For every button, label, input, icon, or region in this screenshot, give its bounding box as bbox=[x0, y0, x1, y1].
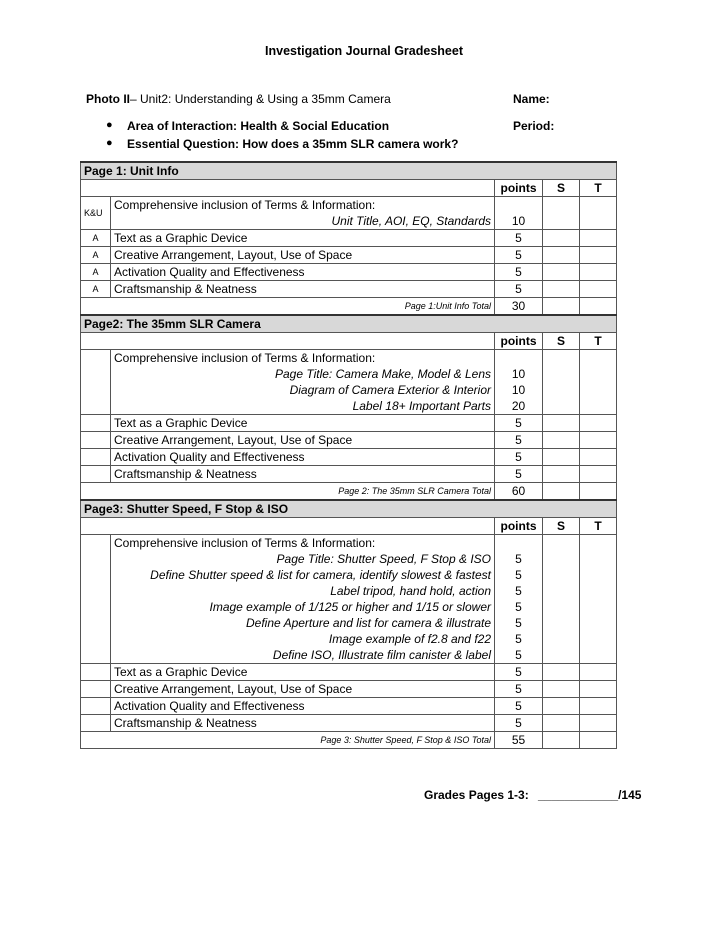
points-value: 5 bbox=[495, 230, 543, 247]
criterion-label: Activation Quality and Effectiveness bbox=[111, 264, 495, 281]
s-score-cell[interactable] bbox=[543, 366, 580, 382]
s-score-cell[interactable] bbox=[543, 247, 580, 264]
s-score-cell[interactable] bbox=[543, 449, 580, 466]
s-score-cell[interactable] bbox=[543, 382, 580, 398]
t-score-cell[interactable] bbox=[580, 466, 617, 483]
points-value: 5 bbox=[495, 631, 543, 647]
criterion-label: Comprehensive inclusion of Terms & Information: bbox=[111, 350, 495, 367]
criterion-detail: Page Title: Shutter Speed, F Stop & ISO bbox=[111, 551, 495, 567]
points-value: 5 bbox=[495, 715, 543, 732]
section-title-page2: Page2: The 35mm SLR Camera bbox=[81, 315, 617, 333]
points-value: 5 bbox=[495, 698, 543, 715]
s-score-cell[interactable] bbox=[543, 230, 580, 247]
t-score-cell[interactable] bbox=[580, 715, 617, 732]
t-score-cell[interactable] bbox=[580, 366, 617, 382]
standard-code: A bbox=[81, 247, 111, 264]
t-score-cell[interactable] bbox=[580, 631, 617, 647]
s-score-cell[interactable] bbox=[543, 264, 580, 281]
aoi-text: Area of Interaction: Health & Social Education bbox=[127, 119, 390, 133]
criterion-detail: Page Title: Camera Make, Model & Lens bbox=[111, 366, 495, 382]
points-value: 5 bbox=[495, 415, 543, 432]
t-header: T bbox=[580, 333, 617, 350]
s-score-cell[interactable] bbox=[543, 583, 580, 599]
s-total-cell[interactable] bbox=[543, 483, 580, 501]
points-value: 5 bbox=[495, 432, 543, 449]
points-header: points bbox=[495, 180, 543, 197]
grades-label: Grades Pages 1-3: bbox=[424, 788, 529, 802]
s-score-cell[interactable] bbox=[543, 681, 580, 698]
points-header: points bbox=[495, 518, 543, 535]
t-score-cell[interactable] bbox=[580, 247, 617, 264]
t-header: T bbox=[580, 518, 617, 535]
points-value: 5 bbox=[495, 647, 543, 664]
section-total-points: 55 bbox=[495, 732, 543, 749]
points-value: 5 bbox=[495, 583, 543, 599]
s-score-cell[interactable] bbox=[543, 715, 580, 732]
t-score-cell[interactable] bbox=[580, 681, 617, 698]
section-total-label: Page 3: Shutter Speed, F Stop & ISO Total bbox=[81, 732, 495, 749]
points-value: 10 bbox=[495, 366, 543, 382]
t-score-cell[interactable] bbox=[580, 599, 617, 615]
s-score-cell[interactable] bbox=[543, 631, 580, 647]
s-score-cell[interactable] bbox=[543, 398, 580, 415]
t-score-cell[interactable] bbox=[580, 264, 617, 281]
t-total-cell[interactable] bbox=[580, 732, 617, 749]
standard-code: A bbox=[81, 281, 111, 298]
course-name: Photo II bbox=[86, 92, 130, 106]
points-value: 5 bbox=[495, 615, 543, 631]
criterion-label: Craftsmanship & Neatness bbox=[111, 715, 495, 732]
points-value: 5 bbox=[495, 599, 543, 615]
t-header: T bbox=[580, 180, 617, 197]
s-total-cell[interactable] bbox=[543, 732, 580, 749]
criterion-detail: Define ISO, Illustrate film canister & label bbox=[111, 647, 495, 664]
t-score-cell[interactable] bbox=[580, 213, 617, 230]
s-score-cell[interactable] bbox=[543, 599, 580, 615]
criterion-detail: Define Aperture and list for camera & illustrate bbox=[111, 615, 495, 631]
eq-text: Essential Question: How does a 35mm SLR camera work? bbox=[127, 137, 459, 151]
criterion-label: Text as a Graphic Device bbox=[111, 664, 495, 681]
points-value: 5 bbox=[495, 449, 543, 466]
criterion-label: Craftsmanship & Neatness bbox=[111, 466, 495, 483]
t-total-cell[interactable] bbox=[580, 298, 617, 316]
criterion-detail: Image example of f2.8 and f22 bbox=[111, 631, 495, 647]
points-value: 10 bbox=[495, 213, 543, 230]
section-total-label: Page 2: The 35mm SLR Camera Total bbox=[81, 483, 495, 501]
criterion-detail: Label tripod, hand hold, action bbox=[111, 583, 495, 599]
points-header: points bbox=[495, 333, 543, 350]
t-score-cell[interactable] bbox=[580, 398, 617, 415]
criterion-detail: Diagram of Camera Exterior & Interior bbox=[111, 382, 495, 398]
s-score-cell[interactable] bbox=[543, 551, 580, 567]
course-unit: – Unit2: Understanding & Using a 35mm Camera bbox=[130, 92, 391, 106]
s-header: S bbox=[543, 333, 580, 350]
criterion-detail: Define Shutter speed & list for camera, identify slowest & fastest bbox=[111, 567, 495, 583]
section-total-points: 60 bbox=[495, 483, 543, 501]
section-title-page1: Page 1: Unit Info bbox=[81, 162, 617, 180]
s-score-cell[interactable] bbox=[543, 466, 580, 483]
bullet-icon: ● bbox=[106, 119, 113, 131]
points-value: 5 bbox=[495, 466, 543, 483]
t-total-cell[interactable] bbox=[580, 483, 617, 501]
points-value: 5 bbox=[495, 264, 543, 281]
s-score-cell[interactable] bbox=[543, 615, 580, 631]
standard-code: K&U bbox=[81, 197, 111, 230]
t-score-cell[interactable] bbox=[580, 230, 617, 247]
s-score-cell[interactable] bbox=[543, 415, 580, 432]
t-score-cell[interactable] bbox=[580, 567, 617, 583]
t-score-cell[interactable] bbox=[580, 583, 617, 599]
t-score-cell[interactable] bbox=[580, 432, 617, 449]
s-score-cell[interactable] bbox=[543, 281, 580, 298]
page-title: Investigation Journal Gradesheet bbox=[265, 44, 463, 58]
bullet-icon: ● bbox=[106, 137, 113, 149]
section-title-page3: Page3: Shutter Speed, F Stop & ISO bbox=[81, 500, 617, 518]
criterion-label: Craftsmanship & Neatness bbox=[111, 281, 495, 298]
name-label: Name: bbox=[513, 92, 550, 106]
t-score-cell[interactable] bbox=[580, 647, 617, 664]
s-total-cell[interactable] bbox=[543, 298, 580, 316]
t-score-cell[interactable] bbox=[580, 551, 617, 567]
criterion-label: Comprehensive inclusion of Terms & Information: bbox=[111, 535, 495, 552]
criterion-label: Creative Arrangement, Layout, Use of Space bbox=[111, 432, 495, 449]
points-value: 5 bbox=[495, 247, 543, 264]
criterion-detail: Image example of 1/125 or higher and 1/15 or slower bbox=[111, 599, 495, 615]
criterion-label: Text as a Graphic Device bbox=[111, 230, 495, 247]
s-score-cell[interactable] bbox=[543, 567, 580, 583]
standard-code: A bbox=[81, 264, 111, 281]
section-total-label: Page 1:Unit Info Total bbox=[81, 298, 495, 316]
points-value: 10 bbox=[495, 382, 543, 398]
t-score-cell[interactable] bbox=[580, 615, 617, 631]
course-line bbox=[86, 92, 391, 106]
s-header: S bbox=[543, 518, 580, 535]
points-value: 5 bbox=[495, 281, 543, 298]
points-value: 5 bbox=[495, 681, 543, 698]
criterion-detail: Label 18+ Important Parts bbox=[111, 398, 495, 415]
s-score-cell[interactable] bbox=[543, 647, 580, 664]
points-value: 5 bbox=[495, 551, 543, 567]
criterion-detail: Unit Title, AOI, EQ, Standards bbox=[111, 213, 495, 230]
s-score-cell[interactable] bbox=[543, 432, 580, 449]
t-score-cell[interactable] bbox=[580, 415, 617, 432]
t-score-cell[interactable] bbox=[580, 698, 617, 715]
t-score-cell[interactable] bbox=[580, 664, 617, 681]
criterion-label: Creative Arrangement, Layout, Use of Space bbox=[111, 247, 495, 264]
criterion-label: Activation Quality and Effectiveness bbox=[111, 449, 495, 466]
t-score-cell[interactable] bbox=[580, 449, 617, 466]
criterion-label: Activation Quality and Effectiveness bbox=[111, 698, 495, 715]
criterion-label: Comprehensive inclusion of Terms & Information: bbox=[111, 197, 495, 214]
criterion-label: Creative Arrangement, Layout, Use of Space bbox=[111, 681, 495, 698]
section-total-points: 30 bbox=[495, 298, 543, 316]
grade-table bbox=[80, 161, 617, 749]
t-score-cell[interactable] bbox=[580, 382, 617, 398]
points-value: 20 bbox=[495, 398, 543, 415]
t-score-cell[interactable] bbox=[580, 281, 617, 298]
points-value: 5 bbox=[495, 664, 543, 681]
s-score-cell[interactable] bbox=[543, 698, 580, 715]
criterion-label: Text as a Graphic Device bbox=[111, 415, 495, 432]
s-header: S bbox=[543, 180, 580, 197]
s-score-cell[interactable] bbox=[543, 664, 580, 681]
points-value: 5 bbox=[495, 567, 543, 583]
standard-code: A bbox=[81, 230, 111, 247]
period-label: Period: bbox=[513, 119, 555, 133]
s-score-cell[interactable] bbox=[543, 213, 580, 230]
grade-total-field[interactable]: ____________/145 bbox=[538, 788, 642, 802]
